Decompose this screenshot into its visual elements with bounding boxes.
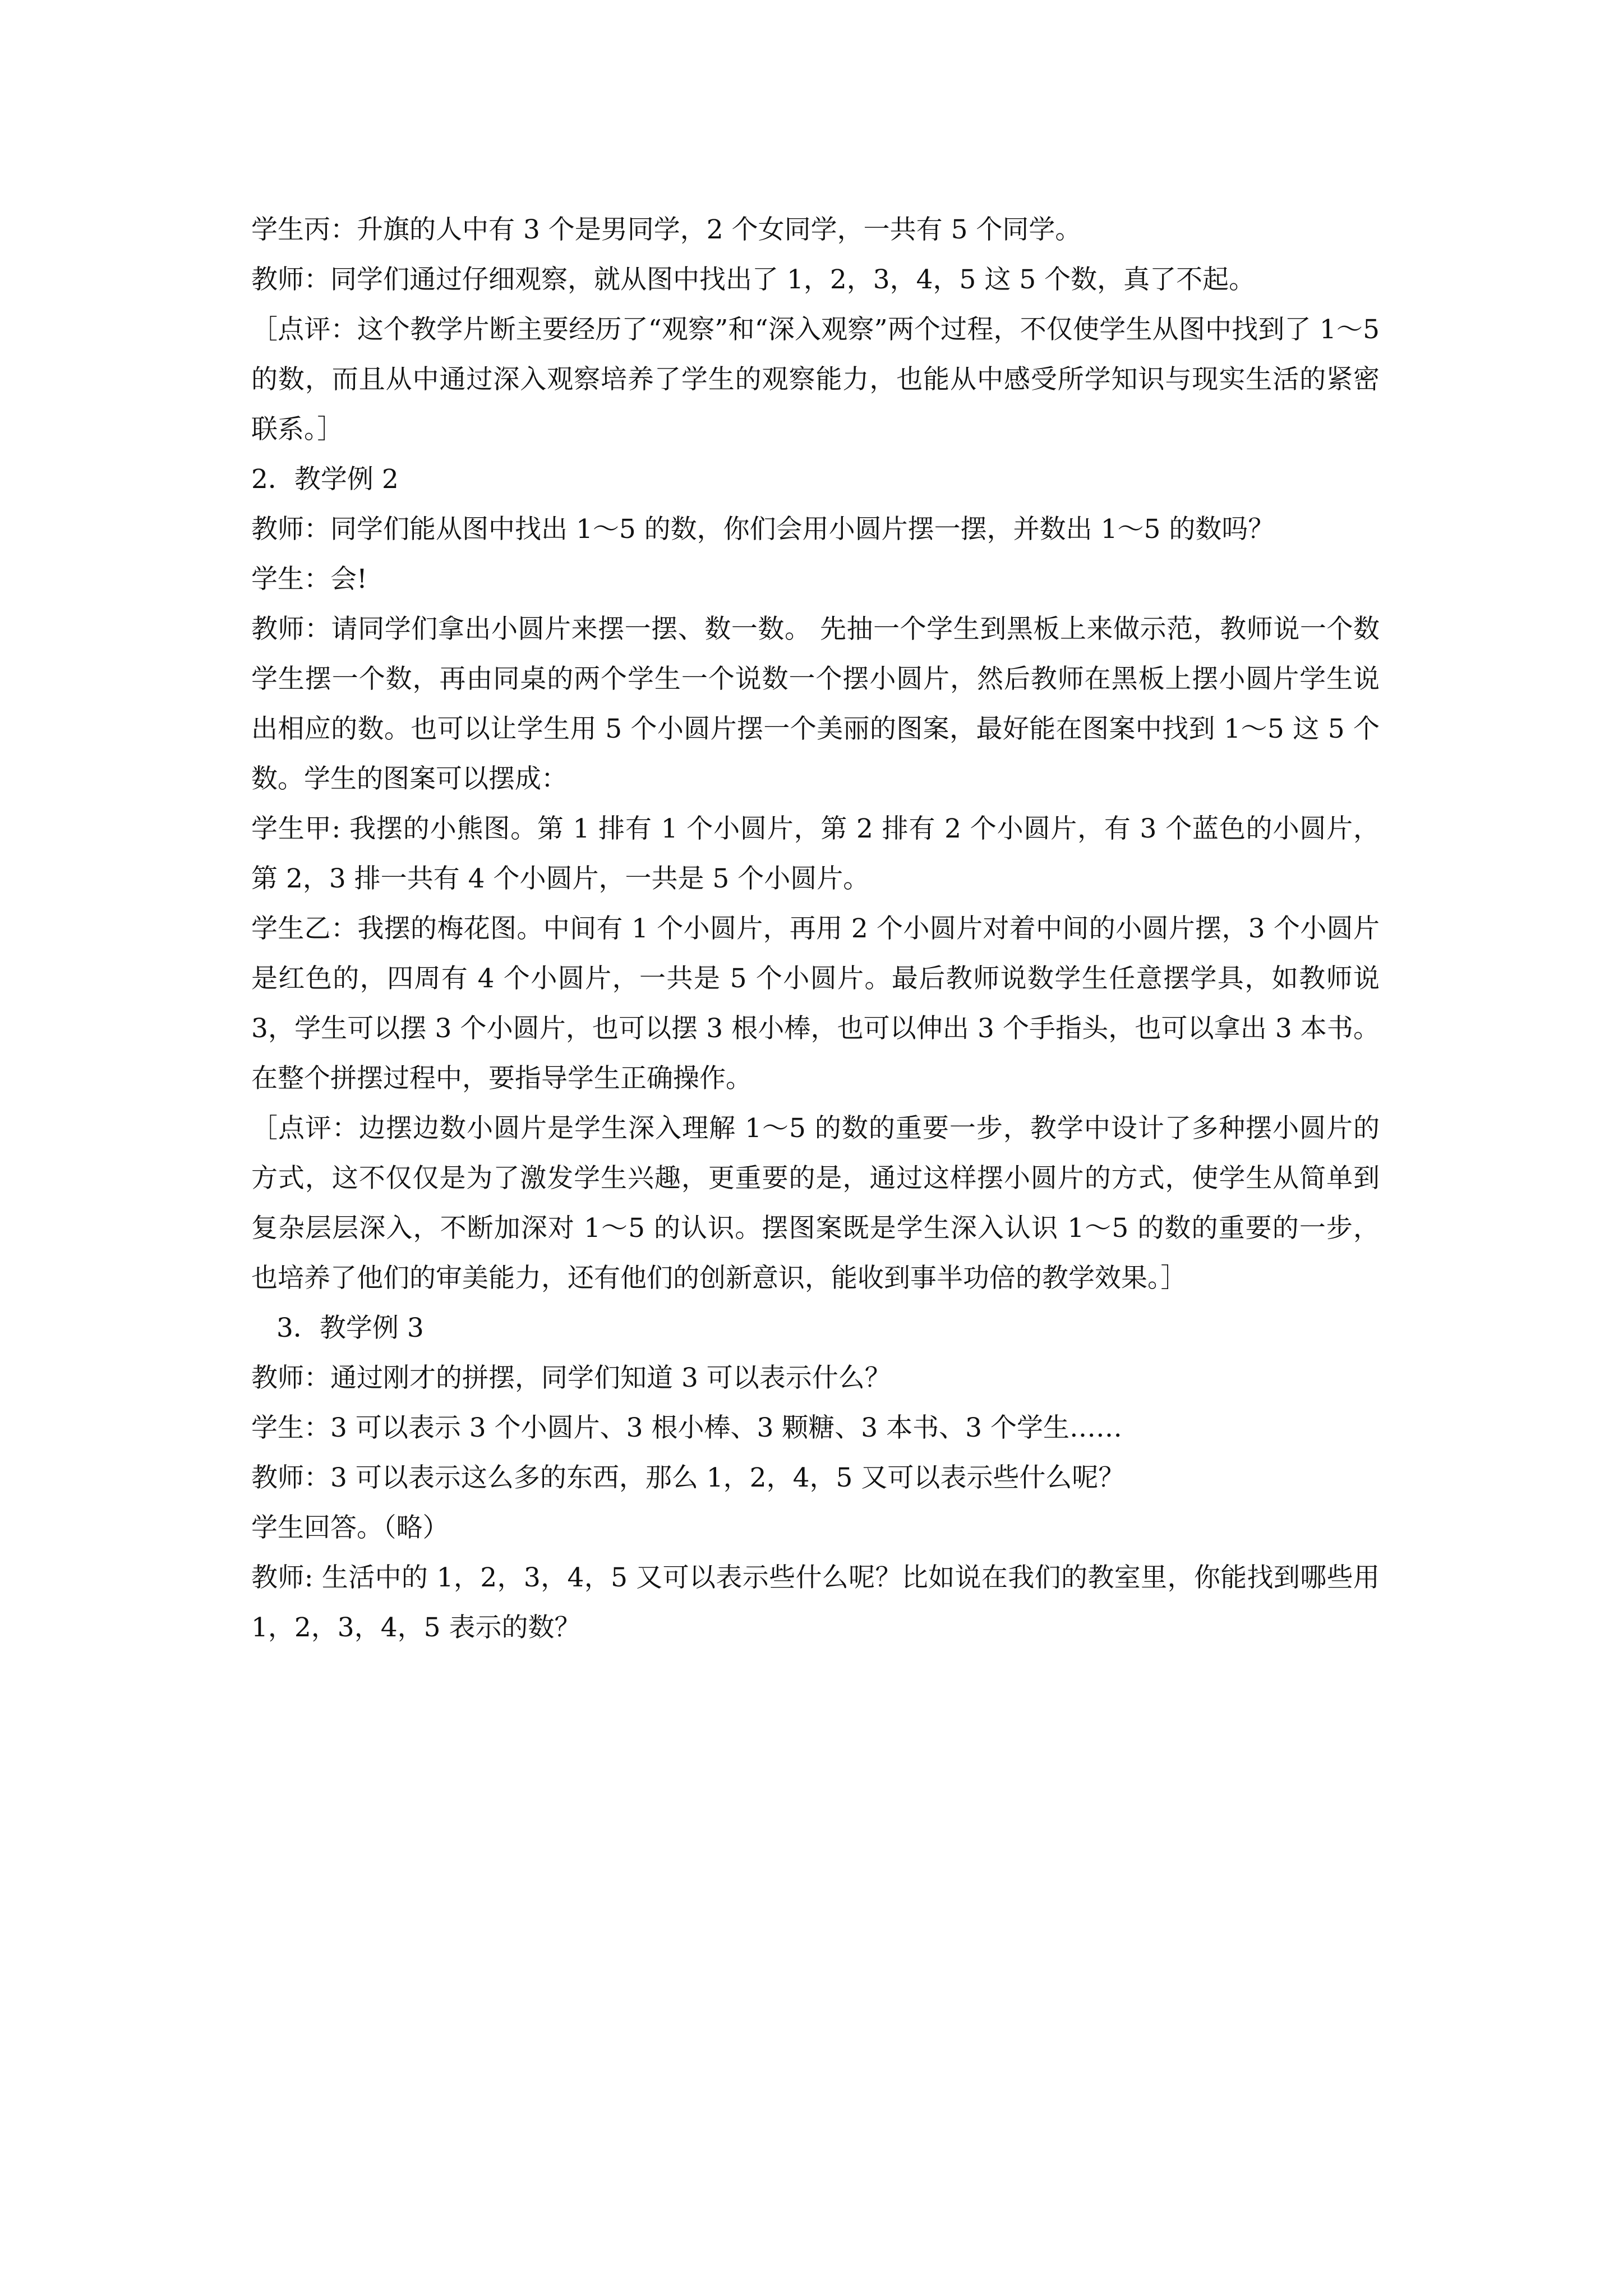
paragraph-student-c: 学生丙：升旗的人中有 3 个是男同学，2 个女同学，一共有 5 个同学。 — [251, 214, 1082, 245]
heading-example-2: 2．教学例 2 — [251, 464, 399, 495]
paragraph-teacher-followup: 教师：3 可以表示这么多的东西，那么 1，2，4，5 又可以表示些什么呢？ — [251, 1462, 1125, 1493]
paragraph-comment-1: ［点评：这个教学片断主要经历了“观察”和“深入观察”两个过程，不仅使学生从图中找到了 1～5 的数，而且从中通过深入观察培养了学生的观察能力，也能从中感受所学知识与现实生活的紧密联系。］ — [251, 314, 1380, 445]
document-body — [251, 205, 1380, 1653]
heading-example-3: 3．教学例 3 — [276, 1313, 424, 1343]
paragraph-comment-2: ［点评：边摆边数小圆片是学生深入理解 1～5 的数的重要一步，教学中设计了多种摆小圆片的方式，这不仅仅是为了激发学生兴趣，更重要的是，通过这样摆小圆片的方式，使学生从简单到复杂层层深入，不断加深对 1～5 的认识。摆图案既是学生深入认识 1～5 的数的重要的一步，也培养了他们的审美能力，还有他们的创新意识，能收到事半功倍的教学效果。］ — [251, 1113, 1380, 1294]
paragraph-teacher-classroom: 教师: 生活中的 1，2，3，4，5 又可以表示些什么呢？比如说在我们的教室里，你能找到哪些用 1，2，3，4，5 表示的数？ — [251, 1562, 1380, 1643]
paragraph-teacher-praise: 教师：同学们通过仔细观察，就从图中找出了 1，2，3，4，5 这 5 个数，真了不起。 — [251, 264, 1256, 295]
paragraph-student-b: 学生乙：我摆的梅花图。中间有 1 个小圆片，再用 2 个小圆片对着中间的小圆片摆，3 个小圆片是红色的，四周有 4 个小圆片，一共是 5 个小圆片。最后教师说数学生任意摆学具，如教师说 3，学生可以摆 3 个小圆片，也可以摆 3 根小棒，也可以伸出 3 个手指头，也可以拿出 3 本书。在整个拼摆过程中，要指导学生正确操作。 — [251, 913, 1380, 1094]
paragraph-student-list: 学生：3 可以表示 3 个小圆片、3 根小棒、3 颗糖、3 本书、3 个学生…… — [251, 1412, 1122, 1443]
paragraph-teacher-question: 教师：同学们能从图中找出 1～5 的数，你们会用小圆片摆一摆，并数出 1～5 的数吗？ — [251, 514, 1275, 545]
paragraph-student-reply: 学生回答。（略） — [251, 1512, 449, 1543]
paragraph-student-a: 学生甲: 我摆的小熊图。第 1 排有 1 个小圆片，第 2 排有 2 个小圆片，有 3 个蓝色的小圆片，第 2，3 排一共有 4 个小圆片，一共是 5 个小圆片。 — [251, 813, 1380, 894]
paragraph-teacher-instructions: 教师：请同学们拿出小圆片来摆一摆、数一数。 先抽一个学生到黑板上来做示范，教师说一个数学生摆一个数，再由同桌的两个学生一个说数一个摆小圆片，然后教师在黑板上摆小圆片学生说出相应的数。也可以让学生用 5 个小圆片摆一个美丽的图案，最好能在图案中找到 1～5 这 5 个数。学生的图案可以摆成： — [251, 614, 1380, 794]
paragraph-teacher-question-3: 教师：通过刚才的拼摆，同学们知道 3 可以表示什么？ — [251, 1363, 891, 1393]
paragraph-student-answer: 学生：会! — [251, 564, 367, 595]
